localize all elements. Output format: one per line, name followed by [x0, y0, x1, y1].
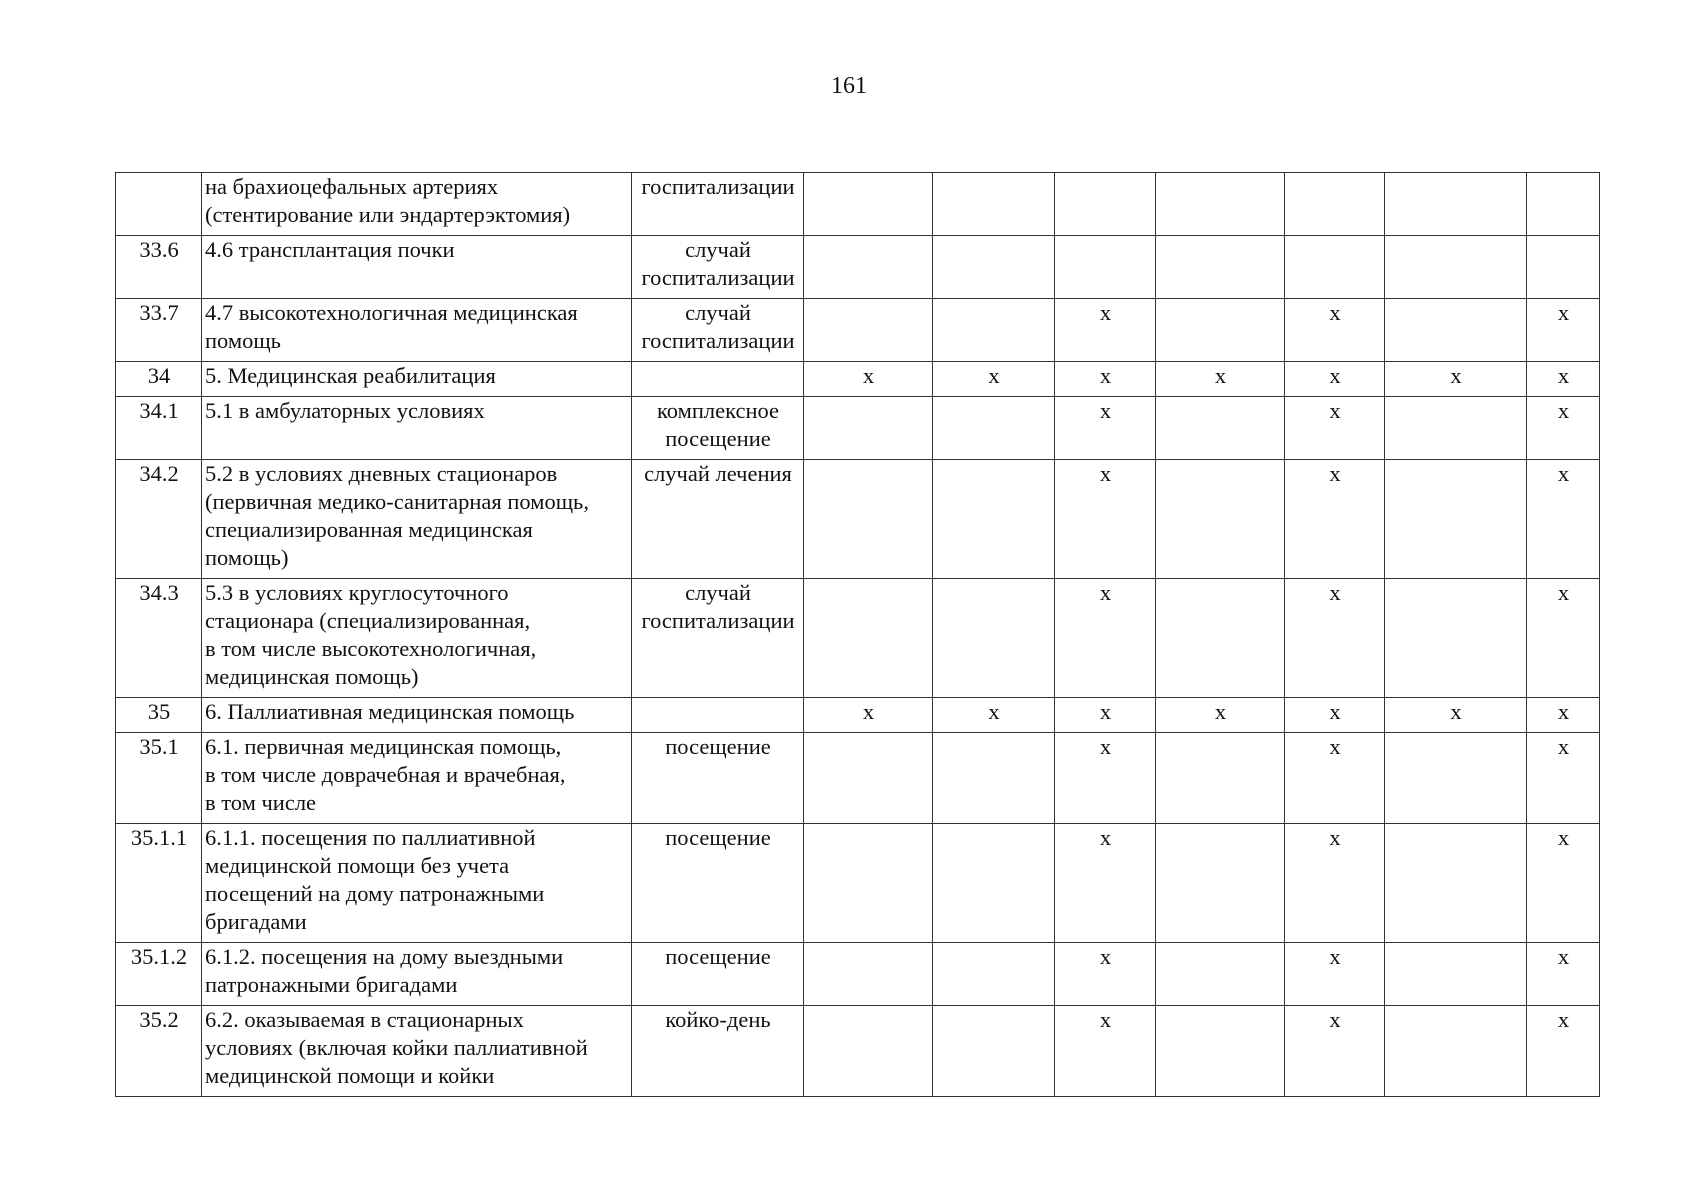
mark-cell-3: х: [1055, 579, 1156, 698]
mark-cell-2: [933, 173, 1055, 236]
row-unit-line: госпитализации: [641, 608, 795, 633]
row-name-cell: [202, 362, 632, 397]
mark-cell-6: [1385, 397, 1527, 460]
mark-cell-6: [1385, 299, 1527, 362]
mark-cell-2: [933, 460, 1055, 579]
row-name-cell: [202, 460, 632, 579]
mark-cell-3: х: [1055, 460, 1156, 579]
mark-cell-6: [1385, 943, 1527, 1006]
mark-cell-5: х: [1285, 397, 1385, 460]
row-unit-line: госпитализации: [641, 265, 795, 290]
table-row: [116, 236, 1600, 299]
mark-cell-2: х: [933, 362, 1055, 397]
mark-cell-3: х: [1055, 362, 1156, 397]
row-unit-cell: [632, 824, 804, 943]
mark-cell-4: [1156, 943, 1285, 1006]
mark-cell-7: х: [1527, 943, 1600, 1006]
mark-cell-1: [804, 173, 933, 236]
row-name-line: 4.6 трансплантация почки: [205, 237, 455, 262]
table-row: [116, 397, 1600, 460]
row-unit-cell: [632, 579, 804, 698]
mark-cell-3: х: [1055, 943, 1156, 1006]
row-unit-line: случай: [685, 580, 751, 605]
row-name-line: 6.2. оказываемая в стационарных: [205, 1007, 524, 1032]
mark-cell-3: х: [1055, 698, 1156, 733]
row-unit-cell: [632, 362, 804, 397]
row-number-cell: 34: [116, 362, 202, 397]
mark-cell-2: [933, 1006, 1055, 1097]
page-number: 161: [831, 73, 867, 99]
row-number-cell: 34.1: [116, 397, 202, 460]
table-row: [116, 299, 1600, 362]
row-name-line: медицинской помощи и койки: [205, 1063, 495, 1088]
table-row: [116, 824, 1600, 943]
table-row: [116, 460, 1600, 579]
row-name-cell: [202, 733, 632, 824]
mark-cell-5: х: [1285, 698, 1385, 733]
row-name-line: стационара (специализированная,: [205, 608, 531, 633]
row-name-cell: [202, 299, 632, 362]
mark-cell-2: [933, 733, 1055, 824]
mark-cell-4: х: [1156, 362, 1285, 397]
row-unit-line: случай: [685, 237, 751, 262]
row-number-cell: [116, 173, 202, 236]
mark-cell-4: [1156, 460, 1285, 579]
mark-cell-5: х: [1285, 460, 1385, 579]
row-unit-line: госпитализации: [641, 174, 795, 199]
row-unit-line: посещение: [665, 944, 771, 969]
row-name-line: условиях (включая койки паллиативной: [205, 1035, 588, 1060]
mark-cell-5: [1285, 173, 1385, 236]
table-row: [116, 698, 1600, 733]
mark-cell-3: [1055, 236, 1156, 299]
mark-cell-7: х: [1527, 397, 1600, 460]
mark-cell-7: х: [1527, 824, 1600, 943]
row-number-cell: 35.1: [116, 733, 202, 824]
row-name-line: медицинской помощи без учета: [205, 853, 510, 878]
row-name-line: (стентирование или эндартерэктомия): [205, 202, 571, 227]
row-name-line: помощь: [205, 328, 281, 353]
row-name-cell: [202, 397, 632, 460]
row-unit-line: случай лечения: [644, 461, 792, 486]
mark-cell-4: [1156, 733, 1285, 824]
mark-cell-7: [1527, 173, 1600, 236]
mark-cell-7: х: [1527, 299, 1600, 362]
mark-cell-4: [1156, 824, 1285, 943]
mark-cell-7: [1527, 236, 1600, 299]
row-unit-line: госпитализации: [641, 328, 795, 353]
row-name-line: бригадами: [205, 909, 307, 934]
mark-cell-1: [804, 824, 933, 943]
row-name-line: патронажными бригадами: [205, 972, 458, 997]
mark-cell-3: [1055, 173, 1156, 236]
row-name-line: 6.1.1. посещения по паллиативной: [205, 825, 536, 850]
row-name-line: посещений на дому патронажными: [205, 881, 545, 906]
mark-cell-4: х: [1156, 698, 1285, 733]
mark-cell-2: х: [933, 698, 1055, 733]
row-unit-line: случай: [685, 300, 751, 325]
row-name-line: 6. Паллиативная медицинская помощь: [205, 699, 575, 724]
row-unit-cell: [632, 173, 804, 236]
row-name-line: в том числе: [205, 790, 317, 815]
mark-cell-7: х: [1527, 579, 1600, 698]
mark-cell-1: х: [804, 698, 933, 733]
mark-cell-2: [933, 299, 1055, 362]
mark-cell-4: [1156, 236, 1285, 299]
row-unit-line: посещение: [665, 825, 771, 850]
row-number-cell: 35.1.2: [116, 943, 202, 1006]
mark-cell-6: х: [1385, 698, 1527, 733]
mark-cell-6: [1385, 173, 1527, 236]
row-number-cell: 35.1.1: [116, 824, 202, 943]
table-row: [116, 733, 1600, 824]
mark-cell-4: [1156, 173, 1285, 236]
mark-cell-7: х: [1527, 1006, 1600, 1097]
row-name-line: (первичная медико-санитарная помощь,: [205, 489, 589, 514]
row-unit-cell: [632, 460, 804, 579]
mark-cell-7: х: [1527, 733, 1600, 824]
mark-cell-5: х: [1285, 943, 1385, 1006]
row-number-cell: 34.2: [116, 460, 202, 579]
row-name-cell: [202, 824, 632, 943]
row-name-line: 5.1 в амбулаторных условиях: [205, 398, 485, 423]
row-name-line: 5.3 в условиях круглосуточного: [205, 580, 509, 605]
data-table: [115, 172, 1600, 1097]
row-name-line: 6.1.2. посещения на дому выездными: [205, 944, 564, 969]
row-name-cell: [202, 579, 632, 698]
row-name-line: 6.1. первичная медицинская помощь,: [205, 734, 562, 759]
row-unit-line: посещение: [665, 426, 771, 451]
row-number-cell: 35.2: [116, 1006, 202, 1097]
row-name-line: помощь): [205, 545, 289, 570]
row-name-cell: [202, 1006, 632, 1097]
row-name-cell: [202, 698, 632, 733]
row-name-cell: [202, 236, 632, 299]
row-unit-cell: [632, 397, 804, 460]
row-number-cell: 33.6: [116, 236, 202, 299]
row-number-cell: 33.7: [116, 299, 202, 362]
mark-cell-7: х: [1527, 698, 1600, 733]
mark-cell-6: х: [1385, 362, 1527, 397]
mark-cell-5: х: [1285, 824, 1385, 943]
row-name-cell: [202, 943, 632, 1006]
mark-cell-7: х: [1527, 362, 1600, 397]
table-row: [116, 362, 1600, 397]
mark-cell-3: х: [1055, 733, 1156, 824]
row-name-line: на брахиоцефальных артериях: [205, 174, 499, 199]
mark-cell-1: [804, 460, 933, 579]
table-row: [116, 579, 1600, 698]
mark-cell-1: [804, 579, 933, 698]
table-row: [116, 1006, 1600, 1097]
mark-cell-1: [804, 236, 933, 299]
mark-cell-2: [933, 943, 1055, 1006]
mark-cell-1: х: [804, 362, 933, 397]
row-unit-line: койко-день: [665, 1007, 771, 1032]
row-name-line: специализированная медицинская: [205, 517, 533, 542]
row-name-line: в том числе доврачебная и врачебная,: [205, 762, 566, 787]
mark-cell-1: [804, 943, 933, 1006]
row-number-cell: 34.3: [116, 579, 202, 698]
row-name-line: в том числе высокотехнологичная,: [205, 636, 537, 661]
mark-cell-2: [933, 824, 1055, 943]
mark-cell-6: [1385, 824, 1527, 943]
row-name-line: 5.2 в условиях дневных стационаров: [205, 461, 558, 486]
row-unit-cell: [632, 733, 804, 824]
row-name-line: 4.7 высокотехнологичная медицинская: [205, 300, 578, 325]
mark-cell-6: [1385, 733, 1527, 824]
mark-cell-2: [933, 579, 1055, 698]
row-unit-cell: [632, 943, 804, 1006]
mark-cell-5: х: [1285, 299, 1385, 362]
mark-cell-4: [1156, 579, 1285, 698]
mark-cell-5: х: [1285, 362, 1385, 397]
mark-cell-6: [1385, 1006, 1527, 1097]
mark-cell-2: [933, 397, 1055, 460]
mark-cell-1: [804, 1006, 933, 1097]
mark-cell-2: [933, 236, 1055, 299]
row-unit-line: комплексное: [656, 398, 779, 423]
mark-cell-1: [804, 299, 933, 362]
row-name-cell: [202, 173, 632, 236]
mark-cell-6: [1385, 579, 1527, 698]
mark-cell-1: [804, 733, 933, 824]
mark-cell-3: х: [1055, 299, 1156, 362]
table-row: [116, 173, 1600, 236]
table-row: [116, 943, 1600, 1006]
mark-cell-4: [1156, 1006, 1285, 1097]
row-name-line: 5. Медицинская реабилитация: [205, 363, 496, 388]
mark-cell-4: [1156, 299, 1285, 362]
mark-cell-4: [1156, 397, 1285, 460]
mark-cell-3: х: [1055, 1006, 1156, 1097]
mark-cell-7: х: [1527, 460, 1600, 579]
mark-cell-5: х: [1285, 733, 1385, 824]
row-unit-cell: [632, 299, 804, 362]
mark-cell-6: [1385, 460, 1527, 579]
row-number-cell: 35: [116, 698, 202, 733]
mark-cell-3: х: [1055, 397, 1156, 460]
row-unit-cell: [632, 1006, 804, 1097]
mark-cell-1: [804, 397, 933, 460]
mark-cell-5: [1285, 236, 1385, 299]
row-name-line: медицинская помощь): [205, 664, 419, 689]
row-unit-line: посещение: [665, 734, 771, 759]
mark-cell-5: х: [1285, 579, 1385, 698]
table-body: [116, 173, 1600, 1097]
mark-cell-6: [1385, 236, 1527, 299]
row-unit-cell: [632, 698, 804, 733]
mark-cell-5: х: [1285, 1006, 1385, 1097]
mark-cell-3: х: [1055, 824, 1156, 943]
row-unit-cell: [632, 236, 804, 299]
